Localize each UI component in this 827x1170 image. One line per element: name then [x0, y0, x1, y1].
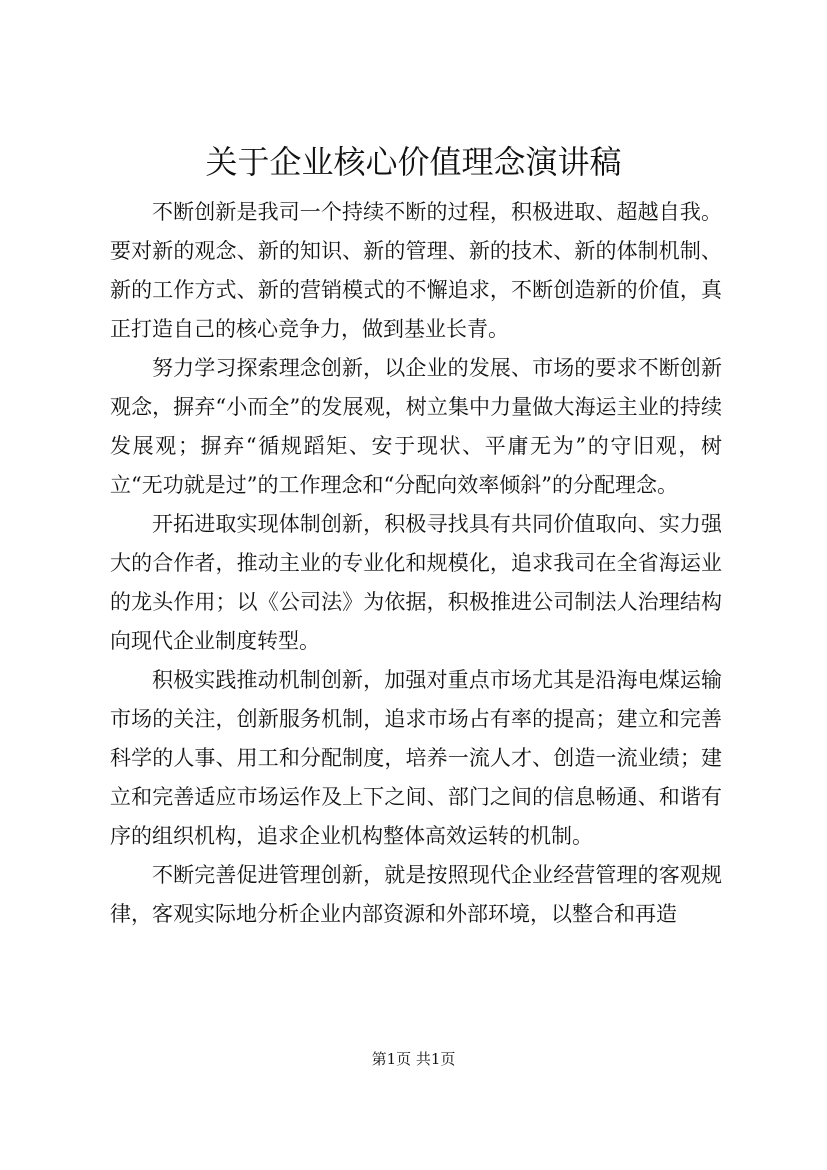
paragraph-5: 不断完善促进管理创新，就是按照现代企业经营管理的客观规律，客观实际地分析企业内部资源和外部环境，以整合和再造 [110, 863, 722, 926]
document-title: 关于企业核心价值理念演讲稿 [205, 143, 622, 181]
paragraph-4: 积极实践推动机制创新，加强对重点市场尤其是沿海电煤运输市场的关注，创新服务机制，追求市场占有率的提高；建立和完善科学的人事、用工和分配制度，培养一流人才、创造一流业绩；建立和完善适应市场运作及上下之间、部门之间的信息畅通、和谐有序的组织机构，追求企业机构整体高效运转的机制。 [110, 668, 722, 848]
document-body [110, 193, 722, 934]
paragraph-2: 努力学习探索理念创新，以企业的发展、市场的要求不断创新观念，摒弃“小而全”的发展观，树立集中力量做大海运主业的持续发展观；摒弃“循规蹈矩、安于现状、平庸无为”的守旧观，树立“无功就是过”的工作理念和“分配向效率倾斜”的分配理念。 [110, 356, 722, 497]
paragraph-1: 不断创新是我司一个持续不断的过程，积极进取、超越自我。要对新的观念、新的知识、新的管理、新的技术、新的体制机制、新的工作方式、新的营销模式的不懈追求，不断创造新的价值，真正打造自己的核心竞争力，做到基业长青。 [110, 200, 722, 341]
page-number-footer: 第1页 共1页 [371, 1050, 456, 1068]
paragraph-3: 开拓进取实现体制创新，积极寻找具有共同价值取向、实力强大的合作者，推动主业的专业化和规模化，追求我司在全省海运业的龙头作用；以《公司法》为依据，积极推进公司制法人治理结构向现代企业制度转型。 [110, 512, 722, 653]
